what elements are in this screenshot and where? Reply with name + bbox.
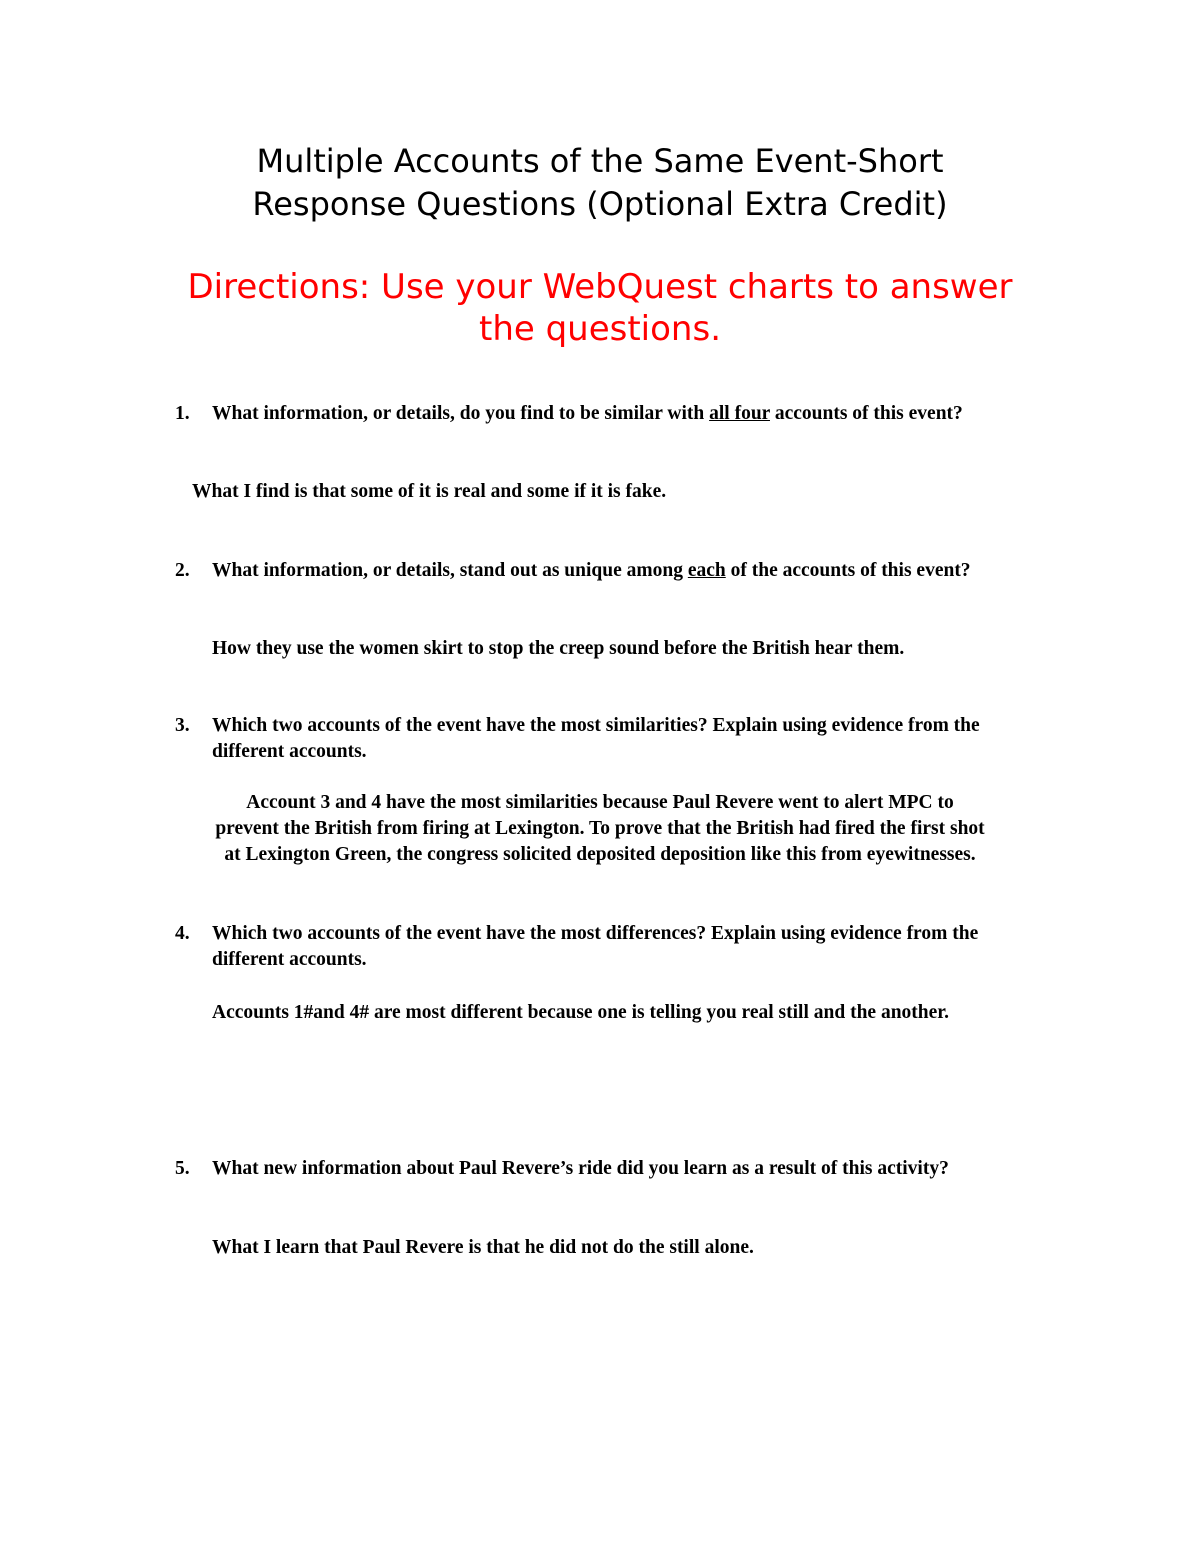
directions-line-2: the questions. <box>478 309 722 349</box>
answer-4: Accounts 1#and 4# are most different because one is telling you real still and the another. <box>212 1002 950 1023</box>
question-text: What information, or details, do you find to be similar with all four accounts of this event? <box>212 403 963 424</box>
directions-line-1: Directions: Use your WebQuest charts to answer <box>187 267 1013 307</box>
question-text: Which two accounts of the event have the most similarities? Explain using evidence from the different accounts. <box>212 715 980 762</box>
emphasis-underline: all four <box>709 403 770 424</box>
answer-2: How they use the women skirt to stop the creep sound before the British hear them. <box>212 638 905 659</box>
answer-3-line-1: Account 3 and 4 have the most similarities because Paul Revere went to alert MPC to <box>246 792 954 813</box>
directions <box>0 266 1200 350</box>
question-number: 5. <box>175 1158 190 1179</box>
question-number: 1. <box>175 403 190 424</box>
title-line-1: Multiple Accounts of the Same Event-Short <box>256 142 944 180</box>
answer-1: What I find is that some of it is real and some if it is fake. <box>192 481 667 502</box>
emphasis-underline: each <box>687 560 726 581</box>
title-line-2: Response Questions (Optional Extra Credit) <box>252 185 948 223</box>
question-text: What new information about Paul Revere’s ride did you learn as a result of this activity? <box>212 1158 949 1179</box>
answer-3 <box>120 790 1080 868</box>
answer-3-line-2: prevent the British from firing at Lexington. To prove that the British had fired the first shot <box>215 818 985 839</box>
answer-5: What I learn that Paul Revere is that he did not do the still alone. <box>212 1237 754 1258</box>
question-text: What information, or details, stand out as unique among each of the accounts of this event? <box>212 560 971 581</box>
question-number: 3. <box>175 715 190 736</box>
question-number: 2. <box>175 560 190 581</box>
question-number: 4. <box>175 923 190 944</box>
page-title <box>0 140 1200 226</box>
answer-3-line-3: at Lexington Green, the congress solicited deposited deposition like this from eyewitnesses. <box>224 844 976 865</box>
question-text: Which two accounts of the event have the most differences? Explain using evidence from the different accounts. <box>212 923 979 970</box>
